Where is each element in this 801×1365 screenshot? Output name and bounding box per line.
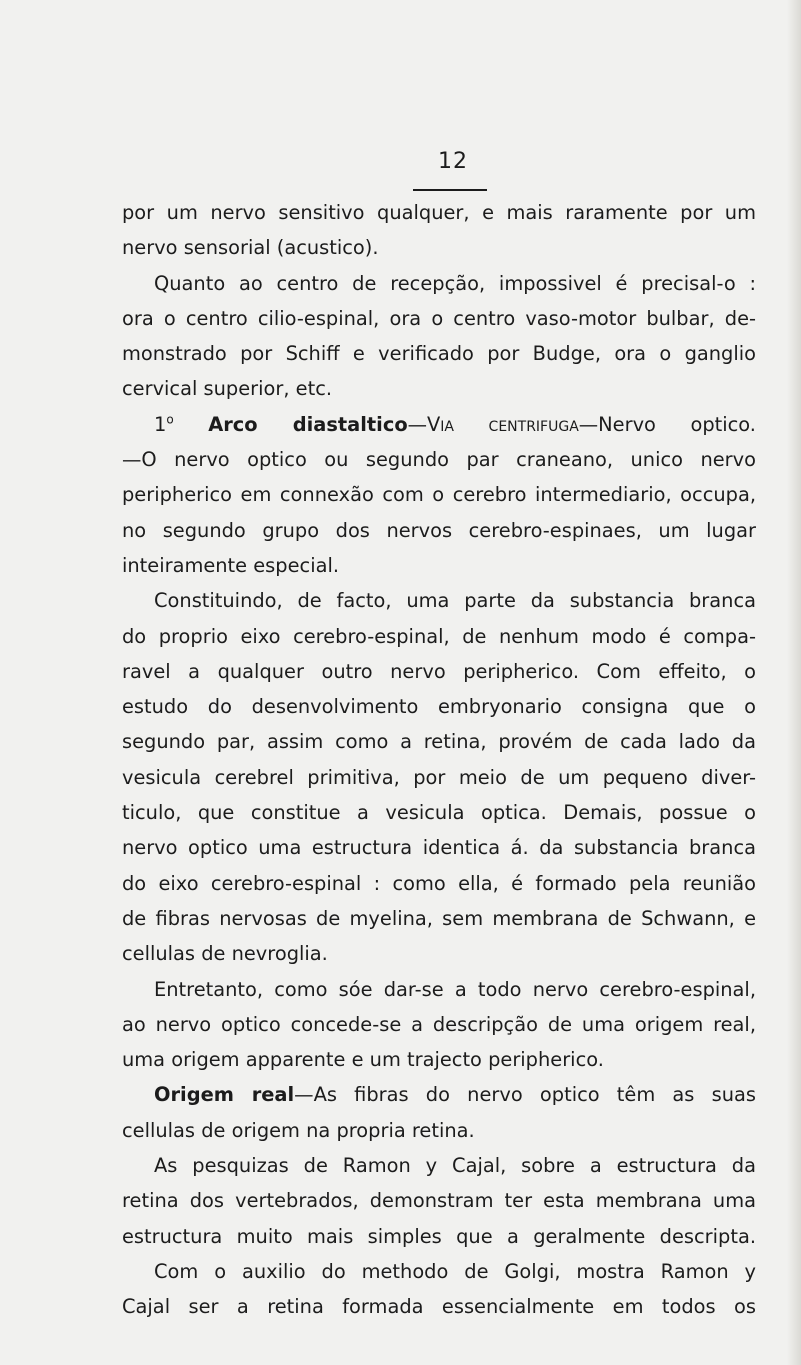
text-line: ora o centro cilio-espinal, ora o centro vaso-motor bulbar, de-: [122, 306, 756, 330]
text-line: no segundo grupo dos nervos cerebro-espinaes, um lugar: [122, 518, 756, 542]
text-line: de fibras nervosas de myelina, sem membrana de Schwann, e: [122, 906, 756, 930]
text-line: estudo do desenvolvimento embryonario consigna que o: [122, 695, 756, 719]
pathway-label: Via centrifuga: [427, 412, 579, 436]
text-line: Com o auxilio do methodo de Golgi, mostra Ramon y: [154, 1259, 756, 1283]
text-line: inteiramente especial.: [122, 553, 340, 577]
text-line: Constituindo, de facto, uma parte da substancia branca: [154, 589, 756, 613]
text-line: retina dos vertebrados, demonstram ter esta membrana uma: [122, 1189, 756, 1213]
section-heading: Arco diastaltico: [208, 412, 408, 436]
section-heading-line: [122, 407, 756, 442]
subheading: Origem real: [154, 1083, 295, 1107]
page-edge-shadow: [787, 0, 801, 1365]
text-line: ticulo, que constitue a vesicula optica. Demais, possue o: [122, 801, 756, 825]
subheading-rest: —As fibras do nervo optico têm as suas: [294, 1083, 756, 1107]
text-line: nervo sensorial (acustico).: [122, 236, 379, 260]
dash: —: [407, 412, 428, 436]
text-line: do proprio eixo cerebro-espinal, de nenhum modo é compa-: [122, 624, 756, 648]
text-line: cellulas de origem na propria retina.: [122, 1118, 475, 1142]
text-line: nervo optico uma estructura identica á. da substancia branca: [122, 836, 756, 860]
text-line: estructura muito mais simples que a geralmente descripta.: [122, 1224, 756, 1248]
heading-rest: —Nervo optico.: [578, 412, 756, 436]
text-line: ao nervo optico concede-se a descripção de uma origem real,: [122, 1012, 756, 1036]
section-number: 1: [154, 412, 167, 436]
text-line: —O nervo optico ou segundo par craneano, unico nervo: [122, 448, 756, 472]
text-line: As pesquizas de Ramon y Cajal, sobre a estructura da: [154, 1154, 756, 1178]
text-line: monstrado por Schiff e verificado por Budge, ora o ganglio: [122, 342, 756, 366]
body-text: [122, 195, 756, 1325]
text-line: Quanto ao centro de recepção, impossivel é precisal-o :: [154, 271, 756, 295]
page-number: 12: [438, 149, 468, 174]
text-line: peripherico em connexão com o cerebro intermediario, occupa,: [122, 483, 756, 507]
text-line: cellulas de nevroglia.: [122, 942, 328, 966]
text-line: Cajal ser a retina formada essencialmente em todos os: [122, 1295, 756, 1319]
subheading-line: [122, 1077, 756, 1112]
text-line: segundo par, assim como a retina, provém de cada lado da: [122, 730, 756, 754]
text-line: por um nervo sensitivo qualquer, e mais raramente por um: [122, 201, 756, 224]
text-line: Entretanto, como sóe dar-se a todo nervo cerebro-espinal,: [154, 977, 756, 1001]
text-line: do eixo cerebro-espinal : como ella, é formado pela reunião: [122, 871, 756, 895]
text-line: cervical superior, etc.: [122, 377, 333, 401]
text-line: vesicula cerebrel primitiva, por meio de um pequeno diver-: [122, 765, 756, 789]
text-line: ravel a qualquer outro nervo peripherico. Com effeito, o: [122, 659, 756, 683]
header-rule: [413, 189, 487, 191]
text-line: uma origem apparente e um trajecto peripherico.: [122, 1048, 604, 1072]
ordinal-superscript: o: [166, 412, 174, 427]
